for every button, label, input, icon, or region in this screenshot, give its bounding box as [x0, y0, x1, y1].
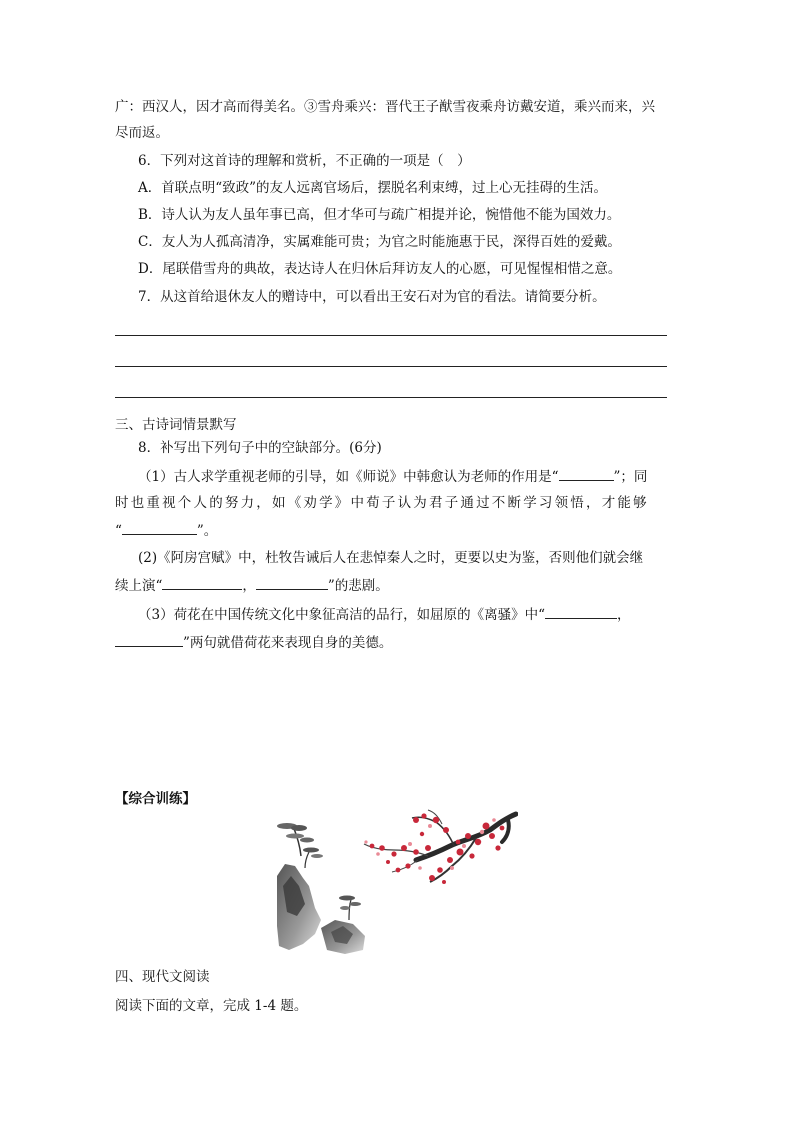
q8-item-2-line-2 — [115, 575, 389, 596]
answer-line-3[interactable] — [115, 397, 667, 398]
fill-blank-1[interactable] — [559, 466, 614, 481]
q8-item-1-text-a: （1）古人求学重视老师的引导，如《师说》中韩愈认为老师的作用是“ — [138, 469, 559, 485]
training-title: 【综合训练】 — [115, 791, 196, 807]
q7-stem: 7．从这首给退休友人的赠诗中，可以看出王安石对为官的看法。请简要分析。 — [138, 289, 606, 305]
q8-stem: 8．补写出下列句子中的空缺部分。(6分) — [138, 440, 382, 456]
answer-line-1[interactable] — [115, 335, 667, 336]
q8-item-2-text-c: ， — [242, 578, 256, 594]
fill-blank-2[interactable] — [122, 520, 197, 535]
fill-blank-6[interactable] — [115, 632, 183, 647]
q8-item-1-text-e: ”。 — [196, 523, 218, 539]
q6-option-c: C．友人为人孤高清净，实属难能可贵；为官之时能施惠于民，深得百姓的爱戴。 — [138, 234, 621, 250]
fill-blank-5[interactable] — [545, 604, 617, 619]
q6-option-b: B．诗人认为友人虽年事已高，但才华可与疏广相提并论，惋惜他不能为国效力。 — [138, 207, 621, 223]
section-3-title: 三、古诗词情景默写 — [115, 417, 237, 433]
q8-item-2-text-d: ”的悲剧。 — [327, 578, 389, 594]
q8-item-3-text-c: ”两句就借荷花来表现自身的美德。 — [183, 635, 393, 651]
q8-item-3-line-2 — [115, 632, 392, 653]
intro-line-1: 广：西汉人，因才高而得美名。③雪舟乘兴：晋代王子猷雪夜乘舟访戴安道，乘兴而来，兴 — [115, 99, 655, 115]
q8-item-3-text-b: ， — [617, 607, 631, 623]
intro-line-2: 尽而返。 — [115, 125, 169, 141]
q6-stem: 6．下列对这首诗的理解和赏析，不正确的一项是（ ） — [138, 153, 471, 169]
q6-option-a: A．首联点明“致政”的友人远离官场后，摆脱名利束缚，过上心无挂碍的生活。 — [138, 180, 608, 196]
q8-item-1-line-2: 时也重视个人的努力，如《劝学》中荀子认为君子通过不断学习领悟，才能够 — [115, 495, 649, 511]
q8-item-2-text-b: 续上演“ — [115, 578, 163, 594]
q8-item-1-line-3 — [115, 520, 217, 541]
plum-blossom-illustration — [358, 808, 518, 890]
section-4-title: 四、现代文阅读 — [115, 969, 210, 985]
q8-item-1-line-1 — [138, 466, 647, 487]
answer-line-2[interactable] — [115, 366, 667, 367]
q8-item-2-line-1: (2)《阿房宫赋》中，杜牧告诫后人在悲悼秦人之时，更要以史为鉴，否则他们就会继 — [138, 550, 644, 566]
q8-item-1-text-b: ”；同 — [613, 469, 648, 485]
section-4-instruction: 阅读下面的文章，完成 1-4 题。 — [115, 998, 308, 1014]
q8-item-3-line-1 — [138, 604, 631, 625]
fill-blank-4[interactable] — [256, 575, 328, 590]
fill-blank-3[interactable] — [162, 575, 242, 590]
q8-item-3-text-a: （3）荷花在中国传统文化中象征高洁的品行，如屈原的《离骚》中“ — [138, 607, 545, 623]
q6-option-d: D．尾联借雪舟的典故，表达诗人在归休后拜访友人的心愿，可见惺惺相惜之意。 — [138, 261, 622, 277]
q8-item-1-text-d: “ — [115, 523, 122, 539]
